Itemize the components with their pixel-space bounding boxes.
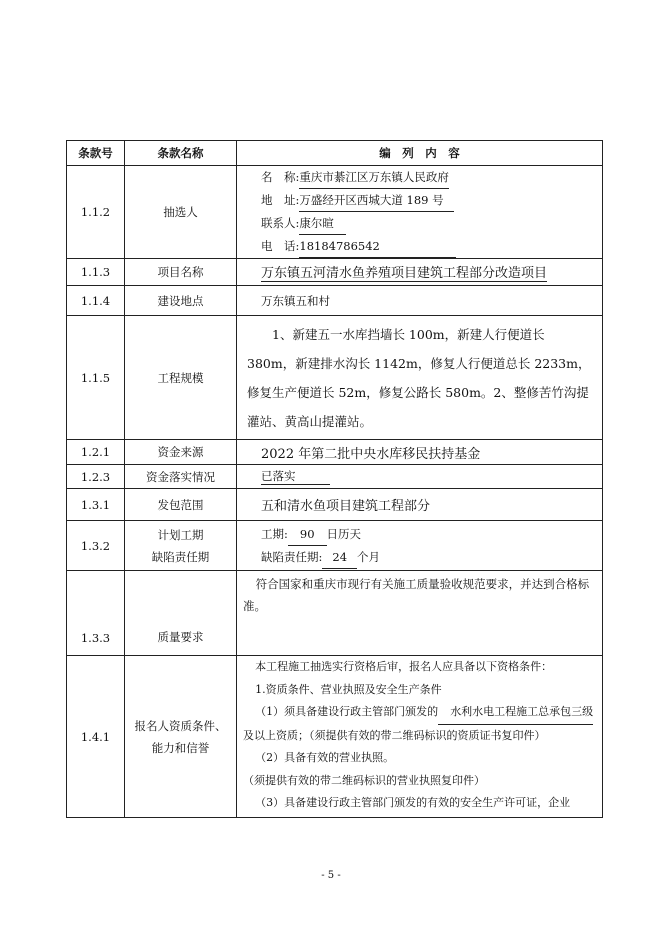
- clause-name: 质量要求: [125, 571, 237, 656]
- clause-number: 1.1.3: [67, 259, 125, 286]
- duration-unit: 日历天: [326, 526, 362, 541]
- header-clause-number: 条款号: [67, 141, 125, 166]
- contract-scope: 五和清水鱼项目建筑工程部分: [261, 499, 431, 514]
- clause-number: 1.3.1: [67, 489, 125, 521]
- clause-name: 资金落实情况: [125, 465, 237, 489]
- clause-number: 1.3.2: [67, 521, 125, 571]
- funding-status: 已落实: [261, 468, 330, 485]
- name-value: 重庆市綦江区万东镇人民政府: [299, 166, 449, 189]
- clause-name: 工程规模: [125, 316, 237, 440]
- duration-label: 工期:: [261, 526, 288, 541]
- table-row: [67, 259, 603, 286]
- name-label: 名 称:: [261, 170, 300, 184]
- clause-number: 1.1.4: [67, 286, 125, 316]
- contact-value: 康尔暄: [299, 212, 346, 235]
- page-number: - 5 -: [321, 870, 341, 881]
- table-row: [67, 571, 603, 656]
- clause-name-duration: 计划工期: [157, 527, 204, 542]
- clause-name: 抽选人: [125, 166, 237, 259]
- qualification-item-1-2: （2）具备有效的营业执照。: [255, 751, 395, 764]
- specification-table: [66, 140, 603, 818]
- clause-name: 报名人资质条件、能力和信誉: [125, 656, 237, 818]
- header-clause-name: 条款名称: [125, 141, 237, 166]
- table-row: [67, 316, 603, 440]
- project-scale: 1、新建五一水库挡墙长 100m，新建人行便道长 380m，新建排水沟长 1142m，修复人行便道总长 2233m，修复生产便道长 52m，修复公路长 580m。2、整修苦竹沟提灌站、黄高山提灌站。: [247, 326, 591, 429]
- defect-period-label: 缺陷责任期:: [261, 549, 323, 564]
- qualification-item-1-1: （1）须具备建设行政主管部门颁发的 水利水电工程施工总承包三级及以上资质；（须提供有效的带二维码标识的资质证书复印件）: [243, 701, 596, 747]
- qualification-level: 水利水电工程施工总承包三级: [438, 701, 593, 725]
- duration-value: 90: [288, 523, 327, 546]
- clause-number: 1.1.2: [67, 166, 125, 259]
- address-value: 万盛经开区西城大道 189 号: [299, 189, 453, 212]
- qualification-item-1: 1.资质条件、营业执照及安全生产条件: [255, 682, 442, 696]
- table-row: [67, 521, 603, 571]
- defect-period-unit: 个月: [357, 549, 381, 564]
- table-row: [67, 286, 603, 316]
- funding-source: 2022 年第二批中央水库移民扶持基金: [261, 446, 481, 462]
- header-content: 编 列 内 容: [237, 141, 603, 166]
- defect-period-value: 24: [322, 546, 357, 569]
- clause-name: 资金来源: [125, 440, 237, 465]
- qualification-item-1-2-note: （须提供有效的带二维码标识的营业执照复印件）: [243, 773, 485, 787]
- quality-requirement: 符合国家和重庆市现行有关施工质量验收规范要求，并达到合格标准。: [243, 577, 590, 613]
- table-row: [67, 656, 603, 818]
- clause-number: 1.1.5: [67, 316, 125, 440]
- contact-label: 联系人:: [261, 216, 300, 230]
- table-row: [67, 489, 603, 521]
- construction-site: 万东镇五和村: [261, 293, 330, 308]
- clause-number: 1.3.3: [67, 571, 125, 656]
- clause-number: 1.4.1: [67, 656, 125, 818]
- table-row: [67, 465, 603, 489]
- qualification-item-1-3: （3）具备建设行政主管部门颁发的有效的安全生产许可证，企业: [255, 796, 571, 809]
- table-header-row: [67, 141, 603, 166]
- project-name: 万东镇五河清水鱼养殖项目建筑工程部分改造项目: [261, 262, 547, 282]
- selector-info: [237, 166, 603, 259]
- phone-label: 电 话:: [261, 239, 300, 253]
- clause-name: 发包范围: [125, 489, 237, 521]
- clause-name: 建设地点: [125, 286, 237, 316]
- table-row: [67, 166, 603, 259]
- clause-number: 1.2.1: [67, 440, 125, 465]
- qualification-intro: 本工程施工抽选实行资格后审，报名人应具备以下资格条件：: [255, 660, 553, 673]
- phone-value: 18184786542: [299, 235, 455, 258]
- address-label: 地 址:: [261, 193, 300, 207]
- clause-name: 项目名称: [125, 259, 237, 286]
- clause-name-defect-period: 缺陷责任期: [151, 549, 210, 564]
- clause-number: 1.2.3: [67, 465, 125, 489]
- table-row: [67, 440, 603, 465]
